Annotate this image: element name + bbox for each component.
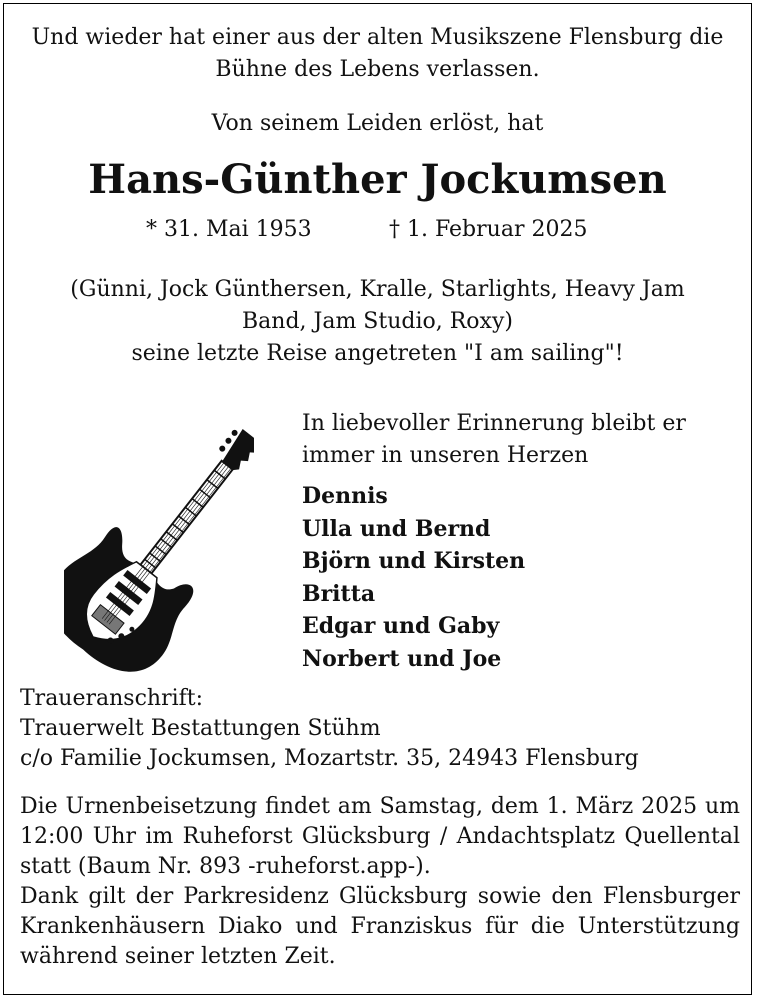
mourner-name: Björn und Kirsten bbox=[302, 548, 526, 574]
address-label: Traueranschrift: bbox=[20, 686, 204, 711]
thanks-text: Dank gilt der Parkresidenz Glücksburg sowie den Flensburger Krankenhäusern Diako und Franziskus für die Unterstützung während seiner letzten Zeit. bbox=[20, 884, 740, 969]
mourner-name: Norbert und Joe bbox=[302, 645, 502, 672]
mourner-name: Ulla und Bernd bbox=[302, 515, 491, 542]
address-line-2: c/o Familie Jockumsen, Mozartstr. 35, 24943 Flensburg bbox=[20, 746, 639, 771]
intro-line-1: Und wieder hat einer aus der alten Musikszene Flensburg die bbox=[31, 25, 724, 50]
memory-line-1: In liebevoller Erinnerung bleibt er bbox=[302, 411, 686, 436]
deceased-name: Hans-Günther Jockumsen bbox=[88, 156, 667, 203]
nicknames-line-1: (Günni, Jock Günthersen, Kralle, Starlights, Heavy Jam bbox=[70, 277, 685, 302]
address-line-1: Trauerwelt Bestattungen Stühm bbox=[20, 716, 381, 741]
memory-line-2: immer in unseren Herzen bbox=[302, 443, 589, 468]
memory-text bbox=[302, 408, 686, 472]
mourning-address bbox=[20, 684, 639, 774]
mourner-name: Edgar und Gaby bbox=[302, 613, 500, 639]
nicknames-text bbox=[4, 274, 751, 370]
lead-text: Von seinem Leiden erlöst, hat bbox=[211, 111, 544, 136]
nicknames-line-2: Band, Jam Studio, Roxy) bbox=[242, 309, 513, 334]
death-date: † 1. Februar 2025 bbox=[389, 217, 588, 242]
obituary-notice bbox=[3, 3, 752, 995]
mourner-name: Dennis bbox=[302, 483, 388, 509]
electric-guitar-icon bbox=[64, 404, 254, 674]
intro-text bbox=[4, 22, 751, 86]
nicknames-line-3: seine letzte Reise angetreten "I am sailing"! bbox=[131, 341, 624, 366]
funeral-info bbox=[20, 792, 740, 972]
intro-line-2: Bühne des Lebens verlassen. bbox=[215, 57, 540, 82]
ceremony-text: Die Urnenbeisetzung findet am Samstag, dem 1. März 2025 um 12:00 Uhr im Ruheforst Glücksburg / Andachtsplatz Quellental statt (Baum Nr. 893 -ruheforst.app-). bbox=[20, 794, 740, 879]
mourners-list bbox=[302, 480, 525, 675]
mourner-name: Britta bbox=[302, 580, 376, 607]
birth-date: * 31. Mai 1953 bbox=[146, 217, 312, 242]
